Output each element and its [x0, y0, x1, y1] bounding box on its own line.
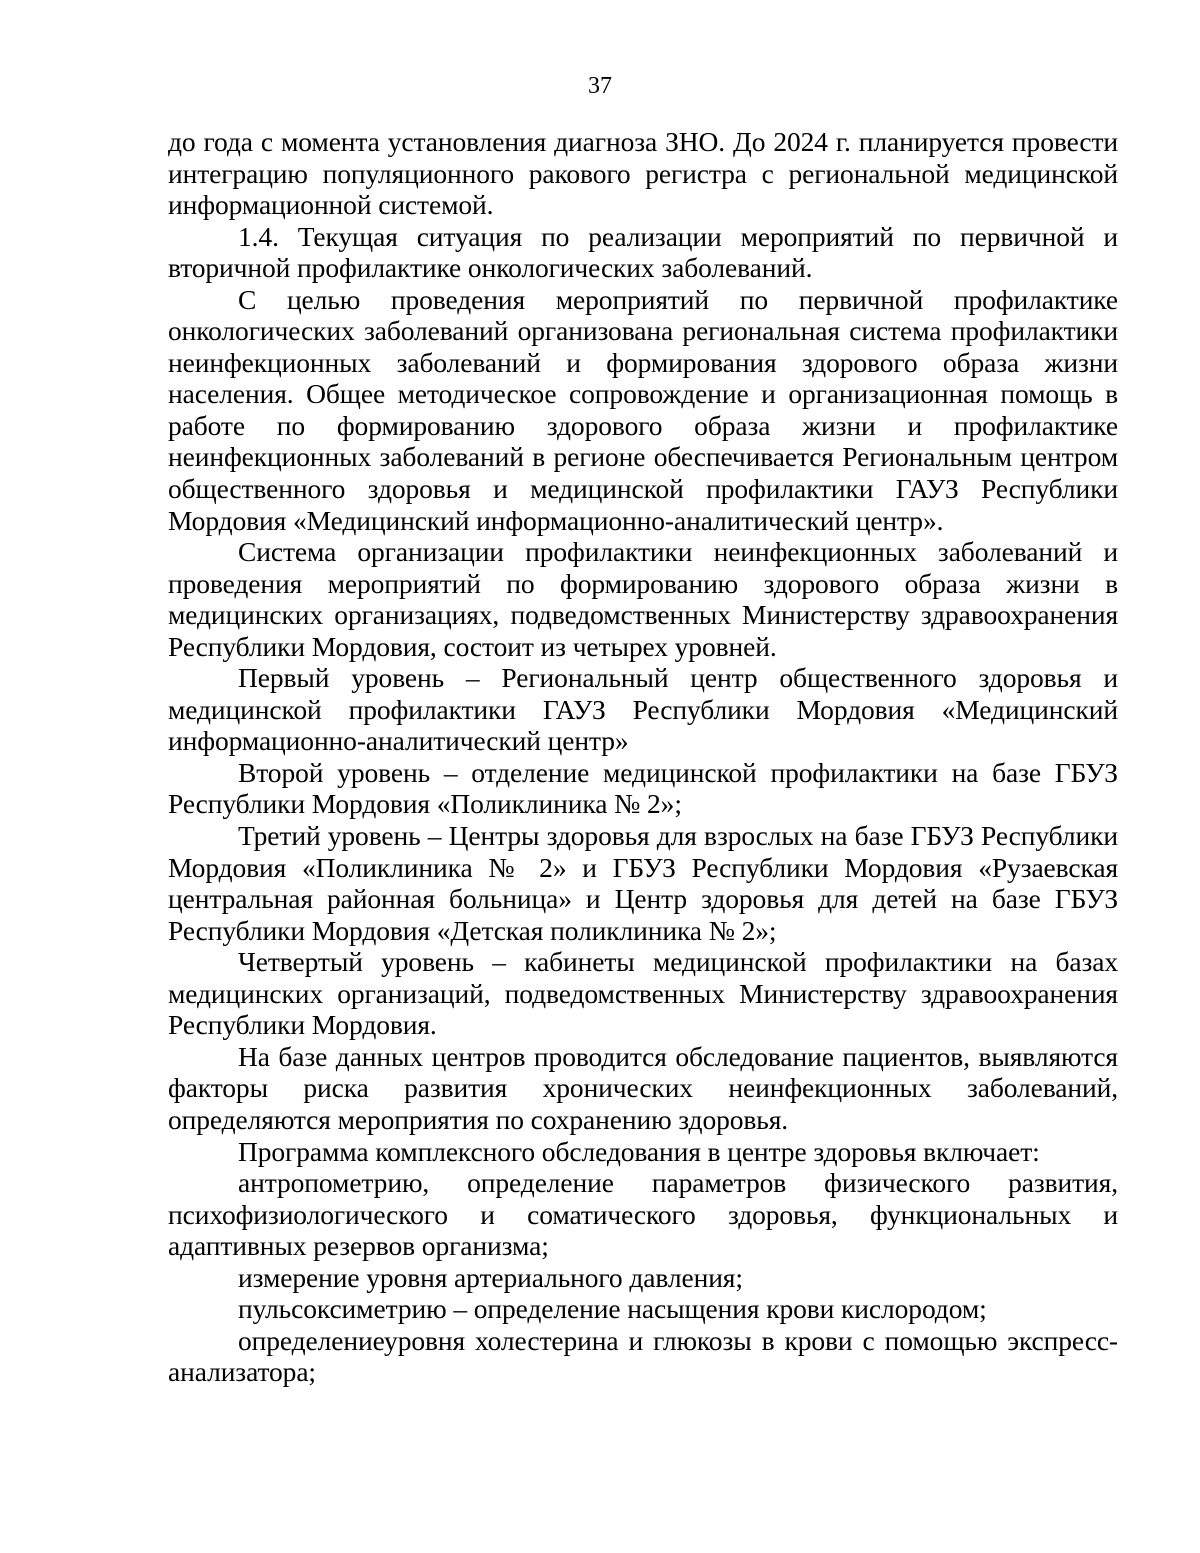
section-heading-1-4: 1.4. Текущая ситуация по реализации мероприятий по первичной и вторичной профилактике онкологических заболеваний.	[168, 220, 1118, 284]
paragraph-regional-system: С целью проведения мероприятий по первичной профилактике онкологических заболеваний организована региональная система профилактики неинфекционных заболеваний и формирования здорового образа жизни населения. Общее методическое сопровождение и организационная помощь в работе по формированию здорового образа жизни и профилактике неинфекционных заболеваний в регионе обеспечивается Региональным центром общественного здоровья и медицинской профилактики ГАУЗ Республики Мордовия «Медицинский информационно-аналитический центр».	[168, 283, 1118, 536]
paragraph-level-four: Четвертый уровень – кабинеты медицинской профилактики на базах медицинских организаций, подведомственных Министерству здравоохранения Республики Мордовия.	[168, 946, 1118, 1041]
paragraph-level-three: Третий уровень – Центры здоровья для взрослых на базе ГБУЗ Республики Мордовия «Поликлиника № 2» и ГБУЗ Республики Мордовия «Рузаевская центральная районная больница» и Центр здоровья для детей на базе ГБУЗ Республики Мордовия «Детская поликлиника № 2»;	[168, 820, 1118, 946]
paragraph-diagnosis-registry: до года с момента установления диагноза ЗНО. До 2024 г. планируется провести интеграцию популяционного ракового регистра с региональной медицинской информационной системой.	[168, 126, 1118, 221]
list-item-cholesterol-glucose: определениеуровня холестерина и глюкозы в крови с помощью экспресс-анализатора;	[168, 1324, 1118, 1388]
body-text	[168, 126, 1118, 1388]
paragraph-level-one: Первый уровень – Региональный центр общественного здоровья и медицинской профилактики ГАУЗ Республики Мордовия «Медицинский информационно-аналитический центр»	[168, 662, 1118, 757]
paragraph-centers-examination: На базе данных центров проводится обследование пациентов, выявляются факторы риска развития хронических неинфекционных заболеваний, определяются мероприятия по сохранению здоровья.	[168, 1040, 1118, 1135]
paragraph-level-two: Второй уровень – отделение медицинской профилактики на базе ГБУЗ Республики Мордовия «Поликлиника № 2»;	[168, 756, 1118, 820]
paragraph-program-intro: Программа комплексного обследования в центре здоровья включает:	[238, 1135, 1040, 1167]
list-item-pulse-oximetry: пульсоксиметрию – определение насыщения крови кислородом;	[238, 1293, 987, 1325]
page-number: 37	[588, 73, 612, 99]
list-item-blood-pressure: измерение уровня артериального давления;	[238, 1261, 743, 1293]
paragraph-system-levels: Система организации профилактики неинфекционных заболеваний и проведения мероприятий по формированию здорового образа жизни в медицинских организациях, подведомственных Министерству здравоохранения Республики Мордовия, состоит из четырех уровней.	[168, 536, 1118, 662]
list-item-anthropometry: антропометрию, определение параметров физического развития, психофизиологического и соматического здоровья, функциональных и адаптивных резервов организма;	[168, 1167, 1118, 1262]
